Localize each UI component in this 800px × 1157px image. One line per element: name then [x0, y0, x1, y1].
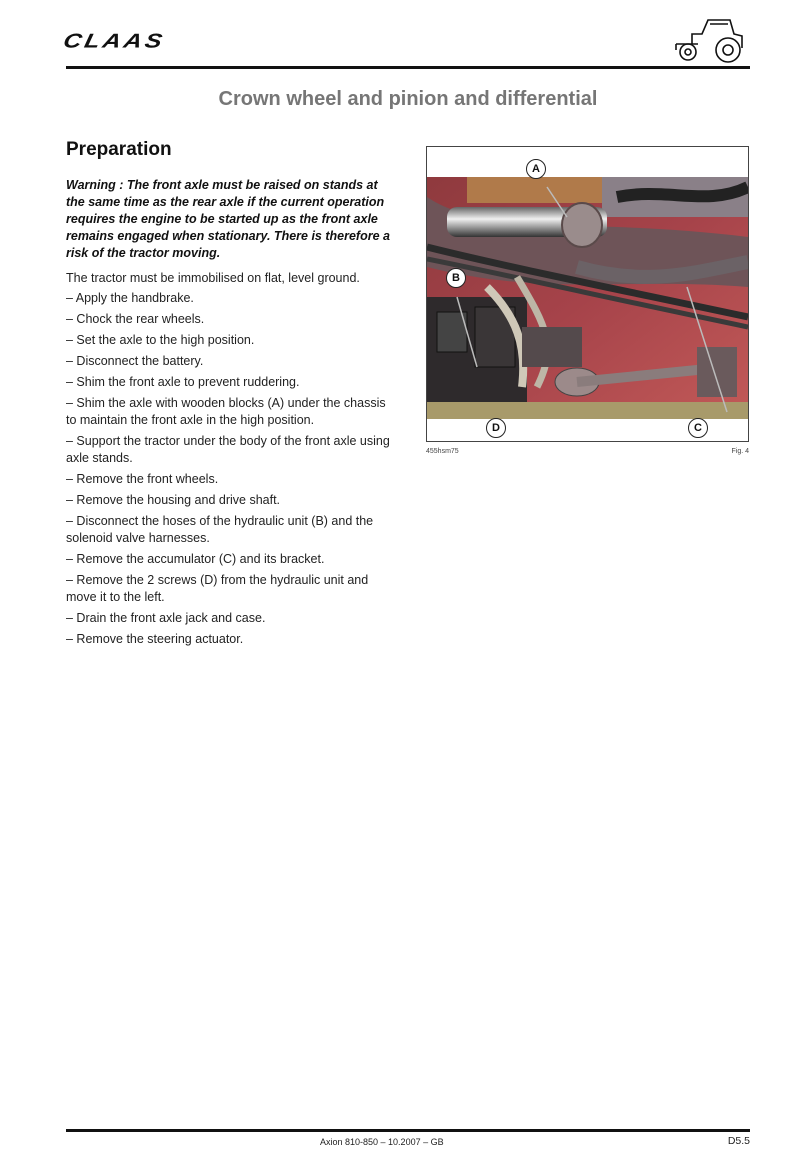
- step-item: – Disconnect the battery.: [66, 354, 204, 368]
- header-rule: [66, 66, 750, 69]
- step-item: – Remove the accumulator (C) and its bracket.: [66, 552, 325, 566]
- procedure-steps: [66, 290, 396, 652]
- intro-text: The tractor must be immobilised on flat, level ground.: [66, 271, 360, 285]
- step-item: – Chock the rear wheels.: [66, 312, 205, 326]
- photo-reference: 455hsm75: [426, 448, 459, 455]
- claas-logo: CLAAS: [61, 30, 168, 53]
- step-item: – Set the axle to the high position.: [66, 333, 255, 347]
- page-number: D5.5: [727, 1135, 750, 1147]
- figure-frame: [426, 146, 749, 442]
- step-item: – Remove the 2 screws (D) from the hydraulic unit and move it to the left.: [66, 573, 369, 604]
- axle-photo: [427, 177, 748, 419]
- step-item: – Remove the steering actuator.: [66, 632, 244, 646]
- page-title: Crown wheel and pinion and differential: [218, 88, 598, 110]
- footer-document-ref: Axion 810-850 – 10.2007 – GB: [320, 1137, 444, 1147]
- step-item: – Remove the front wheels.: [66, 472, 219, 486]
- step-item: – Support the tractor under the body of the front axle using axle stands.: [66, 434, 390, 465]
- step-item: – Remove the housing and drive shaft.: [66, 493, 281, 507]
- figure-label: Fig. 4: [731, 448, 749, 455]
- footer-rule: [66, 1129, 750, 1132]
- section-heading: Preparation: [66, 139, 172, 160]
- warning-text: Warning : The front axle must be raised on stands at the same time as the rear axle if the current operation requires the engine to be started up as the front axle remains engaged when stationary. There is therefore a risk of the tractor moving.: [66, 178, 390, 260]
- callout-a: A: [526, 159, 546, 179]
- step-item: – Drain the front axle jack and case.: [66, 611, 266, 625]
- step-item: – Disconnect the hoses of the hydraulic unit (B) and the solenoid valve harnesses.: [66, 514, 374, 545]
- tractor-icon: [672, 14, 748, 64]
- step-item: – Shim the front axle to prevent ruddering.: [66, 375, 300, 389]
- step-item: – Apply the handbrake.: [66, 291, 194, 305]
- step-item: – Shim the axle with wooden blocks (A) under the chassis to maintain the front axle in the high position.: [66, 396, 386, 427]
- callout-b: B: [446, 268, 466, 288]
- callout-d: D: [486, 418, 506, 438]
- callout-c: C: [688, 418, 708, 438]
